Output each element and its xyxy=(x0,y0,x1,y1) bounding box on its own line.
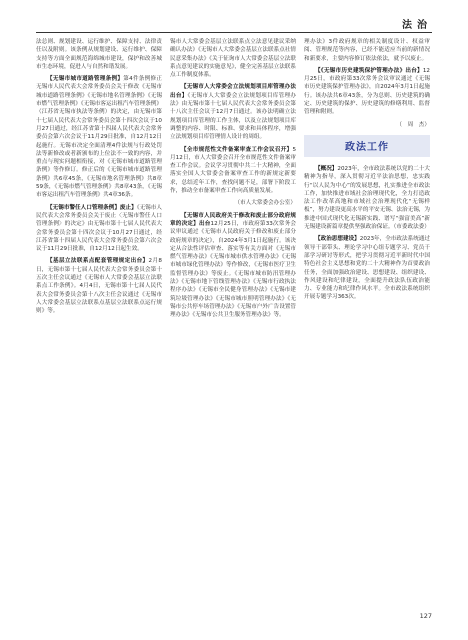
body-paragraph xyxy=(170,38,296,79)
entry-body: 法总则、规划建设、运行维护、保障支持、法律责任以及附则。该条例从规划建设、运行维护、保障支持等方面全面规范海绵城市建设，保护和改善城市生态环境，促进人与自然和谐发展。 xyxy=(36,39,162,70)
article-entry xyxy=(170,146,296,196)
entry-body: 理办法》3件政府规章的相关制度设计、权益审阅、管理规范等内容，已经不能适应当前的新情况和新要求，主要内容修订依法依法，就予以废止。 xyxy=(304,39,430,62)
entry-title: 【概况】 xyxy=(315,165,338,172)
section-banner xyxy=(304,135,430,157)
header-title: 法治 xyxy=(402,20,432,31)
article-entry xyxy=(304,165,430,231)
entry-body: 2023年，全市政法系统通过领导干部带头、理论学习中心组专题学习、党员干部学习研讨等形式，把学习贯彻习近平新时代中国特色社会主义思想和党的二十大精神作为首要政治任务，全面加强政治建设、思想建设、组织建设、作风建设和纪律建设，全面提升政法队伍政治能力、专业能力和纪律作风水平。全市政法系统组织开展专题学习363次。 xyxy=(304,236,430,301)
page-number: 127 xyxy=(419,612,432,620)
entry-title: 【无锡市警任人口管理条例】废止】 xyxy=(47,204,137,211)
header-rule xyxy=(36,32,432,33)
article-entry xyxy=(170,83,296,141)
entry-body: 5月12日，市人大常委会召开全市规范性文件备案审查工作会议。会议学习贯彻中共二十大精神，全面落实全国人大常委会备案审查工作的新规定新要求，总结近年工作，查找问题不足，部署下阶段工作，推动全市备案审查工作向高质量发展。 xyxy=(170,146,296,195)
entry-body: 2月8日，无锡市第十七届人民代表大会常务委员会第十五次主任会议通过《无锡市人大常委会基层立法联系点工作条例》。4月4日，无锡市第十七届人民代表大会常务委员会第十八次主任会议通过《无锡市人大常委会基层立法联系点基层立法联系点运行规则》等。 xyxy=(36,258,162,315)
article-entry xyxy=(304,67,430,117)
entry-body: 第4件条例修正 无锡市人民代表大会常务委员会关于修改《无锡市城市道路管理条例》《无锡市地名管理条例》《无锡市燃气管理条例》《无锡市客运出租汽车管理条例》（江苏省无锡市执法等条例）的决定，由无锡市第十七届人民代表大会常务委员会第十四次会议于10月27日通过，经江苏省第十四届人民代表大会常务委员会第六次会议于11月29日批准，自12月12日起施行。无锡市决定全面清理4件法规与行政处罚法等新修改或者新颁布的上位法不一致的内容，并重点与现实问题相衔接，对《无锡市城市道路管理条例》等作修订。修正后的《无锡市城市道路管理条例》共6章45条，《无锡市地名管理条例》共8章59条，《无锡市燃气管理条例》共8章43条，《无锡市客运出租汽车管理条例》共4章36条。 xyxy=(36,76,168,199)
column-1 xyxy=(36,38,168,608)
entry-title: 【无锡市人大常委会立法规划项目库管理办法出台】 xyxy=(170,84,296,99)
entry-body: 《无锡市人民代表大会常务委员会关于废止〈无锡市警任人口管理条例〉的决定》由无锡市第十七届人民代表大会常务委员会第十四次会议于10月27日通过，经江苏省第十四届人民代表大会常务委员会第六次会议于11月29日批准，自12月12日起生效。 xyxy=(36,204,162,253)
attribution: （市人大常委会办公室） xyxy=(234,200,296,207)
entry-title: 【全市规范性文件备案审查工作会议召开】 xyxy=(181,146,293,153)
entry-title: 【无锡市人民政府关于修改和废止部分政府规章的决定】出台 xyxy=(170,212,296,227)
article-entry xyxy=(36,257,162,315)
article-entry xyxy=(170,212,296,320)
entry-body: 12月25日，市政府第33次常务会议审议通过《无锡市历史建筑保护管理办法》，自2024年3月1日起施行。该办法共6章43条，分为总则、历史建筑的确定、历史建筑的保护、历史建筑的修缮利用、监督管理和附则。 xyxy=(304,67,430,116)
entry-title: 【《无锡市历史建筑保护管理办法》出台】 xyxy=(315,67,423,74)
body-paragraph xyxy=(304,38,430,63)
section-banner-title: 政法工作 xyxy=(345,142,389,154)
column-2 xyxy=(170,38,296,608)
entry-body: 12月25日，市政府第33次常务会议审议通过《无锡市人民政府关于修改和废止部分政府规章的决定》，自2024年3月1日起施行。该决定从合法性评估审查、落实等有关方面对《无锡市燃气管理办法》《无锡市城市供水管理办法》《无锡市城市绿化管理办法》等作修改，《无锡市医疗卫生监督管理办法》等废止。《无锡市城市防汛管理办法》《无锡市地下管线管理办法》《无锡市行政执法程序办法》《无锡市全民健身管理办法》《无锡市建筑垃圾管理办法》《无锡市城市照明管理办法》《无锡市公共停车场管理办法》《无锡市户外广告设置管理办法》《无锡市公共卫生服务管理办法》等。 xyxy=(170,220,296,319)
article-entry xyxy=(36,75,168,199)
column-3 xyxy=(304,38,430,608)
entry-body: 《无锡市人大常委会立法规划项目库管理办法》由无锡市第十七届人民代表大会常务委员会第十八次主任会议于12月7日通过。该办法明确立法规划项目库管理的工作主体，以及立法规划项目库调整的内容、时限、标准、要求和具体程序，增强立法规划项目库管理情人设计的周组。 xyxy=(170,92,296,141)
author-signature: （ 周 杰） xyxy=(396,121,430,128)
entry-title: 【基层立法联系点配套管理规定出台】 xyxy=(47,258,149,265)
article-entry xyxy=(36,204,162,254)
article-entry xyxy=(304,235,430,301)
body-paragraph xyxy=(36,38,162,71)
article-columns xyxy=(36,38,432,608)
entry-title: 【政治思想建设】 xyxy=(315,236,360,243)
entry-body: 2023年，全市政法系统以党的二十大精神为指导，深入贯彻习近平法治思想，忠实践行“以人民为中心”的发展思想，扎实推进全市政法工作，加快推进市域社会治理现代化，全力打造政法工作改革高地和市域社会治理现代化“无锡样板”，努力建设更高水平的平安无锡、法治无锡，为推进中国式现代化无锡新实践、谱写“强富美高”新无锡建设新篇章提供坚强政治保证。（市委政法委） xyxy=(304,165,430,231)
entry-body: 锡市人大常委会基层立法联系点立法意见建议采纳确认办法》《无锡市人大常委会基层立法联系点社情民意采集办法》《关于征询市人大常委会基层立法联系点意见建议的实施意见》，健全完善基层立法联系点工作制度体系。 xyxy=(170,39,296,79)
entry-title: 【无锡市城市道路管理条例】 xyxy=(47,76,124,83)
